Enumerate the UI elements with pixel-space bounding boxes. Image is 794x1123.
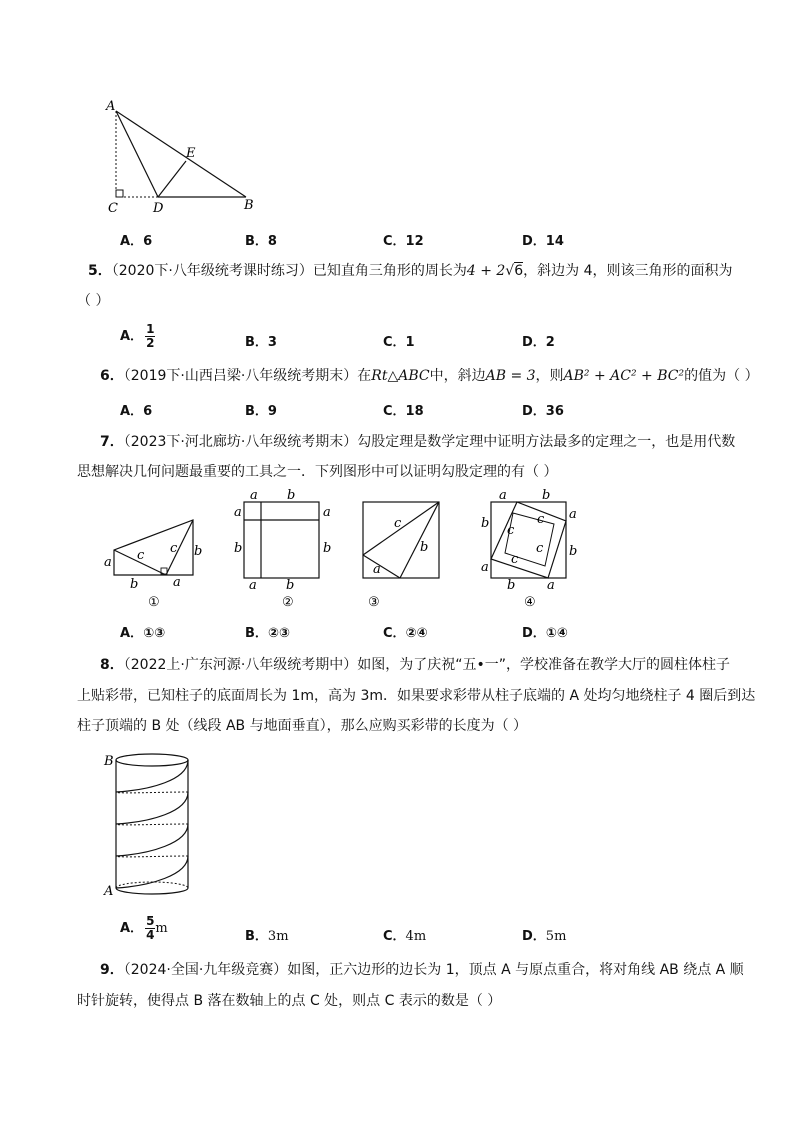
q6-expression: AB² + AC² + BC² [563,368,685,384]
q4-label-C: C [108,201,118,216]
q7-fig4-label-b-top: b [542,488,551,503]
q7-fig3-number: ③ [368,595,380,610]
q6-triangle: Rt△ABC [371,368,430,384]
q7-fig2-label-b-right: b [323,541,332,556]
q7-fig1-label-c-right: c [170,541,178,556]
q5-text1: 已知直角三角形的周长为 [312,263,467,279]
q7-fig4-label-a-left: a [481,560,489,575]
q7-fig1-label-a-left: a [104,555,112,570]
q8-number: 8． [100,657,124,673]
q7-fig1-number: ① [148,595,160,610]
q7-fig4-number: ④ [524,595,536,610]
q5-perimeter-a: 4 + 2 [466,263,506,279]
q8-question-line3: 柱子顶端的 B 处（线段 AB 与地面垂直），那么应购买彩带的长度为（ ） [77,718,528,734]
q5-text2: ，斜边为 4，则该三角形的面积为 [523,263,733,279]
q8-question-line2: 上贴彩带，已知柱子的底面周长为 1m，高为 3m．如果要求彩带从柱子底端的 A 处均匀地绕柱子 4 圈后到达 [77,688,756,704]
q7-fig2-label-b-top: b [287,488,296,503]
q7-fig2-label-a-bottom: a [249,578,257,593]
q7-fig2-label-a-top: a [250,488,258,503]
q6-equation: AB = 3 [485,368,536,384]
q5-perimeter-root: 6 [514,263,524,279]
q6-option-b[interactable]: B．9 [245,404,277,419]
q9-number: 9． [100,962,124,978]
q8-option-d[interactable]: D．5m [522,929,567,944]
q7-option-b[interactable]: B．②③ [245,626,290,641]
q7-fig4-label-b-bottom: b [507,578,516,593]
q7-question-line2: 思想解决几何问题最重要的工具之一．下列图形中可以证明勾股定理的有（ ） [77,464,558,480]
q7-fig4-label-b-left: b [481,516,490,531]
q5-option-a[interactable]: A． $\frac{1}{2}$ [120,322,155,350]
q8-text1: 如图，为了庆祝“五•一”，学校准备在教学大厅的圆柱体柱子 [357,657,731,673]
q4-option-c[interactable]: C．12 [383,234,424,249]
q6-text2: 中，斜边 [429,368,486,384]
q7-fig3-label-c: c [394,516,402,531]
q9-source: （2024·全国·九年级竞赛） [123,962,288,978]
q8-ribbon-front [116,760,188,888]
q7-fig4-label-a-bottom: a [547,578,555,593]
q8-option-c[interactable]: C．4m [383,929,427,944]
q7-fig4-label-c-4: c [511,552,519,567]
q9-text1: 如图，正六边形的边长为 1，顶点 A 与原点重合，将对角线 AB 绕点 A 顺 [287,962,744,978]
q8-option-a-fraction: $\frac{5}{4}$ [146,914,155,942]
q4-label-B: B [244,198,254,213]
q6-text1: 在 [357,368,372,384]
q6-option-a[interactable]: A．6 [120,404,153,419]
q7-fig4-label-c-2: c [537,512,545,527]
q7-option-a[interactable]: A．①③ [120,626,166,641]
q6-option-c[interactable]: C．18 [383,404,424,419]
q9-question-line2: 时针旋转，使得点 B 落在数轴上的点 C 处，则点 C 表示的数是（ ） [77,993,502,1009]
q6-source: （2019下·山西吕梁·八年级统考期末） [123,368,358,384]
q7-option-d[interactable]: D．①④ [522,626,568,641]
q7-option-c[interactable]: C．②④ [383,626,428,641]
q7-text1: 勾股定理是数学定理中证明方法最多的定理之一，也是用代数 [357,434,736,450]
q7-fig1-label-c-mid: c [137,548,145,563]
q8-source: （2022上·广东河源·八年级统考期中） [123,657,358,673]
q5-number: 5． [88,263,112,279]
q5-option-d[interactable]: D．2 [522,335,555,350]
q7-fig2-label-a-left: a [234,505,242,520]
q7-fig2-label-a-right: a [323,505,331,520]
q6-option-d[interactable]: D．36 [522,404,564,419]
q8-ribbon-back [116,792,188,857]
q7-fig1-label-a-bottom: a [173,575,181,590]
q7-fig4-label-b-right: b [569,544,578,559]
q8-label-A: A [104,884,114,899]
q7-fig4-label-a-right: a [569,507,577,522]
q5-option-a-fraction: $\frac{1}{2}$ [146,322,155,350]
q8-option-b[interactable]: B．3m [245,929,289,944]
q9-question [100,960,744,980]
q7-fig2-label-b-bottom: b [286,578,295,593]
q4-option-a[interactable]: A．6 [120,234,153,249]
q8-label-B: B [104,754,114,769]
q4-label-D: D [153,201,164,216]
q5-option-c[interactable]: C．1 [383,335,415,350]
q4-label-A: A [106,99,116,114]
q7-fig4-label-c-3: c [536,541,544,556]
q7-fig2-label-b-left: b [234,541,243,556]
q7-fig2-number: ② [282,595,294,610]
q5-sqrt-sign: √ [505,263,515,279]
q4-label-E: E [186,146,196,161]
q7-fig4-label-c-1: c [507,523,515,538]
q7-fig3-label-a: a [373,562,381,577]
q8-option-a[interactable]: A． $\frac{5}{4}$ m [120,914,168,942]
q6-number: 6． [100,368,124,384]
q6-text3: ，则 [535,368,564,384]
q5-source: （2020下·八年级统考课时练习） [111,263,313,279]
q7-fig1-label-b-bottom: b [130,577,139,592]
q7-fig1-label-b-right: b [194,544,203,559]
q6-text4: 的值为（ ） [684,368,759,384]
q4-option-b[interactable]: B．8 [245,234,277,249]
q7-fig3-label-b: b [420,540,429,555]
q4-option-d[interactable]: D．14 [522,234,564,249]
q5-blank: （ ） [77,293,110,309]
q5-option-b[interactable]: B．3 [245,335,277,350]
q7-fig4-label-a-top: a [499,488,507,503]
q7-number: 7． [100,434,124,450]
q7-source: （2023下·河北廊坊·八年级统考期末） [123,434,358,450]
